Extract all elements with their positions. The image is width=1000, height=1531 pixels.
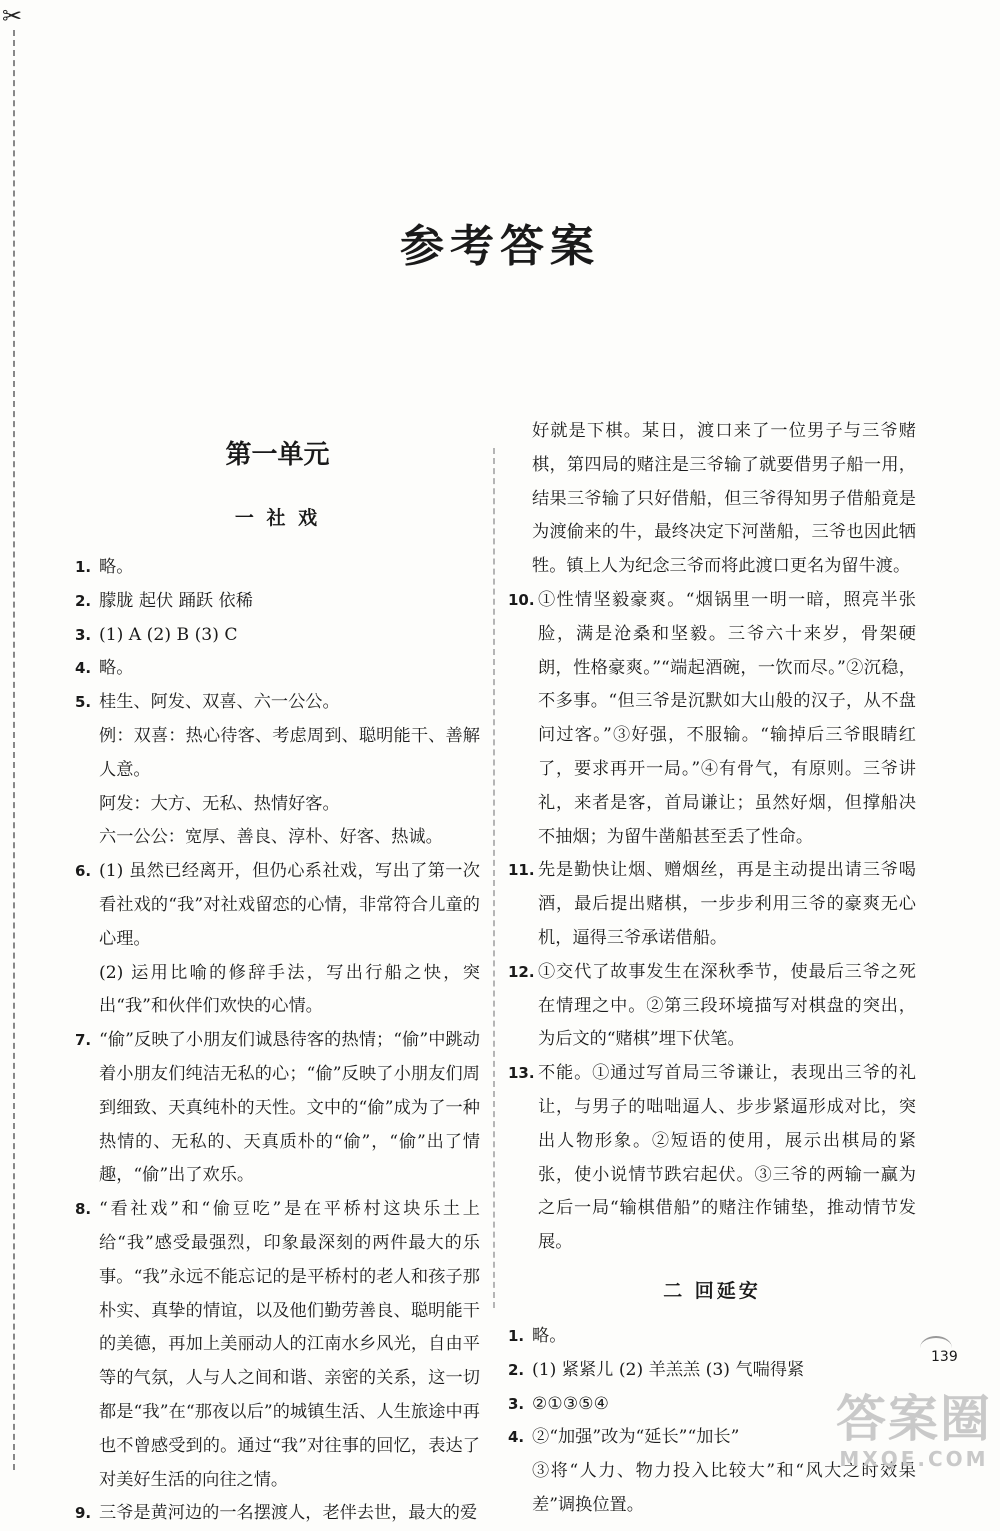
answer-item-9 <box>75 1497 480 1531</box>
item-number: 12. <box>508 962 535 981</box>
answer-item-4 <box>75 652 480 686</box>
answer-text: 桂生、阿发、双喜、六一公公。 <box>99 692 340 713</box>
answer-text: 略。 <box>532 1325 567 1346</box>
answer-item-12 <box>508 956 916 1057</box>
item-number: 3. <box>75 625 92 644</box>
watermark <box>836 1391 992 1471</box>
item-number: 10. <box>508 590 535 609</box>
answer-text: “偷”反映了小朋友们诚恳待客的热情；“偷”中跳动着小朋友们纯洁无私的心；“偷”反映了小朋友们周到细致、天真纯朴的天性。文中的“偷”成为了一种热情的、无私的、天真质朴的“偷”，“偷”出了情趣，“偷”出了欢乐。 <box>99 1030 480 1186</box>
answer-item-r2 <box>508 1354 916 1388</box>
answer-text: 六一公公：宽厚、善良、淳朴、好客、热诚。 <box>99 827 443 848</box>
item-number: 5. <box>75 693 92 712</box>
item-number: 4. <box>508 1428 525 1447</box>
item-number: 7. <box>75 1031 92 1050</box>
scissors-icon: ✂ <box>2 2 23 30</box>
page-title: 参考答案 <box>400 221 600 272</box>
item-number: 2. <box>75 591 92 610</box>
answer-text: ①性情坚毅豪爽。“烟锅里一明一暗，照亮半张脸，满是沧桑和坚毅。三爷六十来岁，骨架硬朗，性格豪爽。”“端起酒碗，一饮而尽。”②沉稳，不多事。“但三爷是沉默如大山般的汉子，从不盘问过客。”③好强，不服输。“输掉后三爷眼睛红了，要求再开一局。”④有骨气，有原则。三爷讲礼，来者是客，首局谦让；虽然好烟，但撑船决不抽烟；为留牛凿船甚至丢了性命。 <box>538 589 916 847</box>
item-number: 2. <box>508 1360 525 1379</box>
right-column <box>508 415 916 1523</box>
item-number: 1. <box>508 1326 525 1345</box>
item-number: 3. <box>508 1394 525 1413</box>
answer-text: “看社戏”和“偷豆吃”是在平桥村这块乐土上给“我”感受最强烈，印象最深刻的两件最大的乐事。“我”永远不能忘记的是平桥村的老人和孩子那朴实、真挚的情谊，以及他们勤劳善良、聪明能干的美德，再加上美丽动人的江南水乡风光，自由平等的气氛，人与人之间和谐、亲密的关系，这一切都是“我”在“那夜以后”的城镇生活、人生旅途中再也不曾感受到的。通过“我”对往事的回忆，表达了对美好生活的向往之情。 <box>99 1199 480 1490</box>
lesson-title-1: 一 社 戏 <box>234 507 321 529</box>
answer-text: 例：双喜：热心待客、考虑周到、聪明能干、善解人意。 <box>99 725 480 780</box>
answer-item-13 <box>508 1057 916 1260</box>
answer-text: ②①③⑤④ <box>532 1393 610 1414</box>
answer-text: ③将“人力、物力投入比较大”和“风大之时效果差”调换位置。 <box>532 1461 916 1515</box>
answer-text: (1) A (2) B (3) C <box>99 624 238 645</box>
column-divider <box>493 448 495 1308</box>
item-number: 13. <box>508 1064 535 1083</box>
watermark-url: MXQE.COM <box>839 1447 989 1471</box>
answer-text: (1) 虽然已经离开，但仍心系社戏，写出了第一次看社戏的“我”对社戏留恋的心情，非常符合儿童的心理。 <box>99 861 480 949</box>
answer-item-1 <box>75 551 480 585</box>
item-number: 1. <box>75 558 92 576</box>
answer-item-5 <box>75 686 480 855</box>
answer-text: 略。 <box>99 557 134 577</box>
answer-text: 朦胧 起伏 踊跃 依稀 <box>99 590 253 611</box>
answer-item-6 <box>75 855 480 1024</box>
item-number: 11. <box>508 861 535 880</box>
answer-item-2 <box>75 585 480 619</box>
answer-text: 不能。①通过写首局三爷谦让，表现出三爷的礼让，与男子的咄咄逼人、步步紧逼形成对比，突出人物形象。②短语的使用，展示出棋局的紧张，使小说情节跌宕起伏。③三爷的两输一赢为之后一局“输棋借船”的赌注作铺垫，推动情节发展。 <box>538 1063 916 1253</box>
answer-text: 三爷是黄河边的一名摆渡人，老伴去世，最大的爱 <box>99 1503 478 1524</box>
answer-item-10 <box>508 584 916 854</box>
answer-item-7 <box>75 1024 480 1193</box>
answer-text: 略。 <box>99 658 134 679</box>
answer-item-11 <box>508 854 916 955</box>
lesson-title-2: 二 回延安 <box>663 1279 761 1302</box>
answer-item-3 <box>75 619 480 653</box>
answer-text: ①交代了故事发生在深秋季节，使最后三爷之死在情理之中。②第三段环境描写对棋盘的突出，为后文的“赌棋”埋下伏笔。 <box>538 961 916 1050</box>
answer-text-continued: 好就是下棋。某日，渡口来了一位男子与三爷赌棋，第四局的赌注是三爷输了就要借男子船一用，结果三爷输了只好借船，但三爷得知男子借船竟是为渡偷来的牛，最终决定下河凿船，三爷也因此牺牲。镇上人为纪念三爷而将此渡口更名为留牛渡。 <box>532 421 916 577</box>
answer-text: 阿发：大方、无私、热情好客。 <box>99 793 340 814</box>
page-number: 139 <box>931 1349 958 1365</box>
item-number: 6. <box>75 862 92 881</box>
watermark-logo: 答案圈 <box>836 1390 992 1448</box>
item-number: 9. <box>75 1504 92 1523</box>
answer-text: 先是勤快让烟、赠烟丝，再是主动提出请三爷喝酒，最后提出赌棋，一步步利用三爷的豪爽无心机，逼得三爷承诺借船。 <box>538 860 916 948</box>
answer-text: (1) 紧紧儿 (2) 羊羔羔 (3) 气喘得紧 <box>532 1359 805 1380</box>
item-number: 4. <box>75 659 92 678</box>
answer-text: (2) 运用比喻的修辞手法，写出行船之快，突出“我”和伙伴们欢快的心情。 <box>99 962 480 1017</box>
answer-item-8 <box>75 1193 480 1497</box>
answer-text: ②“加强”改为“延长”“加长” <box>532 1427 740 1448</box>
answer-item-r1 <box>508 1320 916 1354</box>
unit-title: 第一单元 <box>225 440 330 470</box>
item-number: 8. <box>75 1200 92 1219</box>
left-column <box>75 415 480 1531</box>
